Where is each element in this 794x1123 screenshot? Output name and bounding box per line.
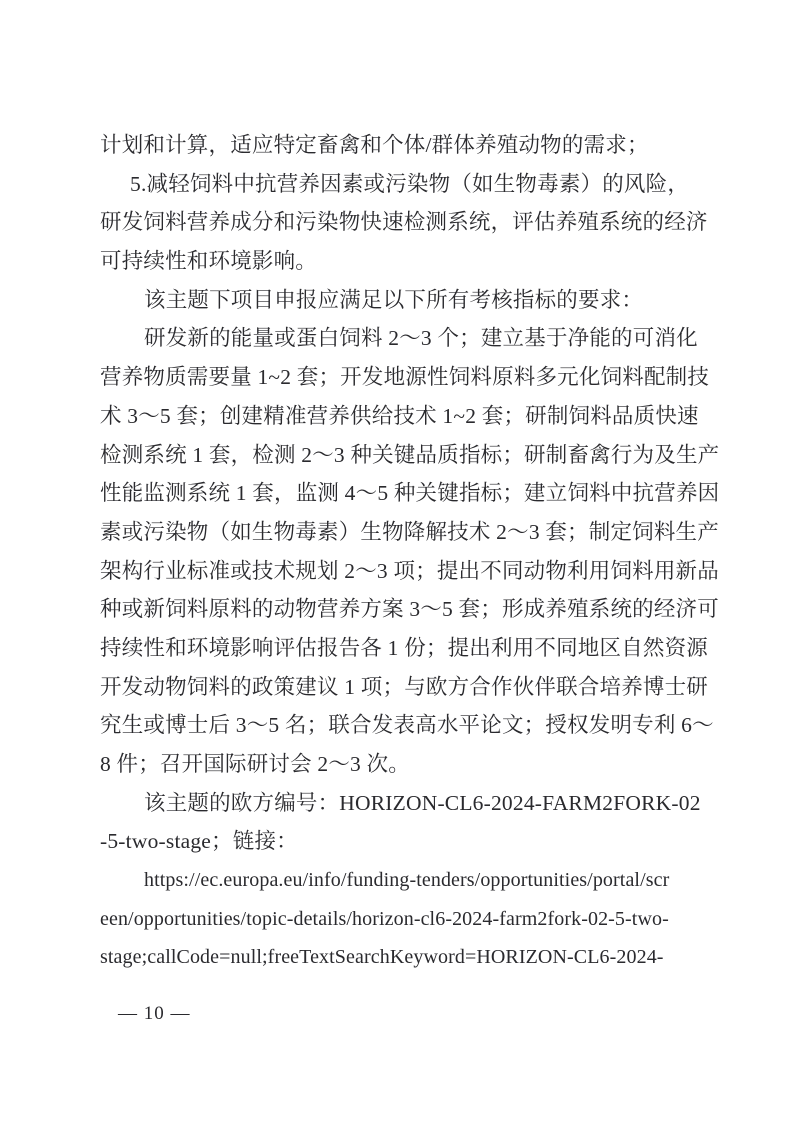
text-line: 营养物质需要量 1~2 套；开发地源性饲料原料多元化饲料配制技 xyxy=(100,365,710,390)
url-line: https://ec.europa.eu/info/funding-tenders/opportunities/portal/scr xyxy=(144,869,670,892)
paragraph-requirements-intro xyxy=(100,281,696,320)
paragraph-url xyxy=(100,861,696,977)
text-line: 究生或博士后 3～5 名；联合发表高水平论文；授权发明专利 6～ xyxy=(100,713,714,738)
text-line: 计划和计算，适应特定畜禽和个体/群体养殖动物的需求； xyxy=(100,133,649,157)
text-line: 研发饲料营养成分和污染物快速检测系统，评估养殖系统的经济 xyxy=(100,210,708,235)
text-line: 研发新的能量或蛋白饲料 2～3 个；建立基于净能的可消化 xyxy=(144,326,698,351)
url-line: stage;callCode=null;freeTextSearchKeyword=HORIZON-CL6-2024- xyxy=(100,946,664,969)
text-line: 素或污染物（如生物毒素）生物降解技术 2～3 套；制定饲料生产 xyxy=(100,519,719,544)
text-line-topic-code: 该主题的欧方编号：HORIZON-CL6-2024-FARM2FORK-02 xyxy=(144,790,701,815)
text-line: 检测系统 1 套，检测 2～3 种关键品质指标；研制畜禽行为及生产 xyxy=(100,442,720,467)
paragraph-kpi-list xyxy=(100,319,720,783)
paragraph-item-5 xyxy=(100,165,708,281)
page-footer xyxy=(100,999,696,1029)
text-line-topic-code-cont: -5-two-stage；链接： xyxy=(100,829,298,854)
text-line: 该主题下项目申报应满足以下所有考核指标的要求： xyxy=(144,287,644,312)
paragraph-eu-topic-code xyxy=(100,784,701,861)
text-line: 种或新饲料原料的动物营养方案 3～5 套；形成养殖系统的经济可 xyxy=(100,597,719,622)
text-line: 术 3～5 套；创建精准营养供给技术 1~2 套；研制饲料品质快速 xyxy=(100,403,699,428)
text-line: 可持续性和环境影响。 xyxy=(100,249,318,274)
page-number: — 10 — xyxy=(118,1003,191,1024)
text-line: 持续性和环境影响评估报告各 1 份；提出利用不同地区自然资源 xyxy=(100,635,709,660)
text-line: 性能监测系统 1 套，监测 4～5 种关键指标；建立饲料中抗营养因 xyxy=(100,481,720,506)
document-body xyxy=(100,126,720,977)
url-line: een/opportunities/topic-details/horizon-cl6-2024-farm2fork-02-5-two- xyxy=(100,907,669,930)
paragraph-continuation xyxy=(100,126,696,165)
text-line: 5.减轻饲料中抗营养因素或污染物（如生物毒素）的风险， xyxy=(130,171,690,196)
text-line: 8 件；召开国际研讨会 2～3 次。 xyxy=(100,752,410,776)
text-line: 开发动物饲料的政策建议 1 项；与欧方合作伙伴联合培养博士研 xyxy=(100,674,709,699)
text-line: 架构行业标准或技术规划 2～3 项；提出不同动物利用饲料用新品 xyxy=(100,558,719,583)
